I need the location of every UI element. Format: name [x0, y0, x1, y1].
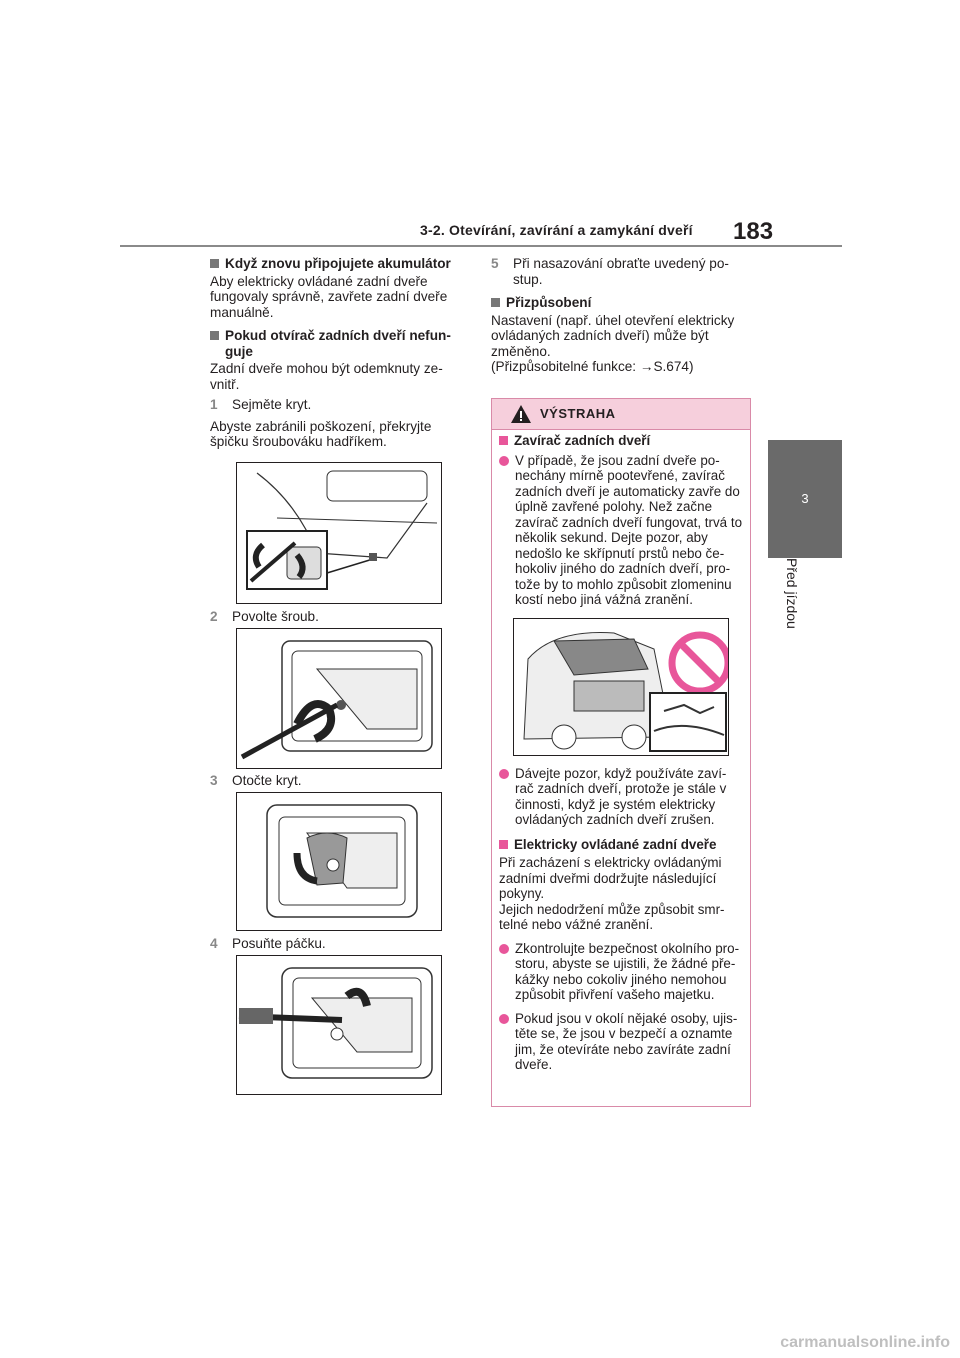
warning-bullet-4: Pokud jsou v okolí nějaké osoby, ujis- těte se, že jsou v bezpečí a oznamte jim, že otevíráte nebo zavíráte zadní dveře.	[499, 1011, 745, 1073]
warning-heading-closer: Zavírač zadních dveří	[499, 433, 745, 449]
warning-body	[499, 433, 745, 1073]
step-2-wrap	[210, 609, 465, 625]
step-4-wrap	[210, 936, 465, 952]
para-battery: Aby elektricky ovládané zadní dveře fungovaly správně, zavřete zadní dveře manuálně.	[210, 273, 448, 320]
warning-header	[492, 399, 750, 430]
round-bullet-icon	[499, 769, 509, 779]
chapter-label: Před jízdou	[784, 558, 800, 629]
heading-customization: Přizpůsobení	[491, 295, 749, 311]
warning-bullet-2: Dávejte pozor, když používáte zaví- rač zadních dveří, protože je stále v činnosti, když je systém elektricky ovládaných zadních dveří zrušen.	[499, 766, 745, 828]
figure-loosen-screw	[236, 628, 442, 769]
warning-title: VÝSTRAHA	[540, 406, 616, 421]
section-title: 3-2. Otevírání, zavírání a zamykání dveří	[420, 222, 693, 238]
square-bullet-icon	[499, 436, 508, 445]
step-2: 2 Povolte šroub.	[210, 609, 319, 624]
heading-battery: Když znovu připojujete akumulátor	[210, 256, 465, 272]
square-bullet-icon	[499, 840, 508, 849]
round-bullet-icon	[499, 1014, 509, 1024]
warning-triangle-icon	[510, 404, 532, 424]
para-cloth: Abyste zabránili poškození, překryjte špičku šroubováku hadříkem.	[210, 418, 432, 449]
warning-para-2: Jejich nedodržení může způsobit smr- telné nebo vážné zranění.	[499, 901, 725, 932]
round-bullet-icon	[499, 944, 509, 954]
para-customization: Nastavení (např. úhel otevření elektricky ovládaných zadních dveří) může být změněno.	[491, 312, 735, 359]
figure-pinch-warning	[513, 618, 729, 756]
square-bullet-icon	[210, 331, 219, 340]
step-5: 5 Při nasazování obraťte uvedený po- stup.	[491, 256, 729, 287]
step-3: 3 Otočte kryt.	[210, 773, 302, 788]
warning-bullet-3: Zkontrolujte bezpečnost okolního pro- storu, abyste se ujistili, že žádné pře- kážky nebo cokoliv jiného nemohou způsobit přivření vašeho majetku.	[499, 941, 745, 1003]
step-1: 1 Sejměte kryt.	[210, 397, 312, 412]
figure-remove-cover	[236, 462, 442, 604]
round-bullet-icon	[499, 456, 509, 466]
warning-box	[491, 398, 751, 1107]
para-customization-ref: (Přizpůsobitelné funkce: →S.674)	[491, 359, 694, 374]
step-3-wrap	[210, 773, 465, 789]
figure-turn-cover	[236, 792, 442, 931]
header-rule	[120, 245, 842, 247]
chapter-tab: 3	[768, 440, 842, 558]
square-bullet-icon	[491, 298, 500, 307]
figure-slide-lever	[236, 955, 442, 1095]
heading-opener: Pokud otvírač zadních dveří nefun- guje	[210, 328, 465, 359]
page-number: 183	[733, 218, 774, 245]
para-opener: Zadní dveře mohou být odemknuty ze- vnitř.	[210, 361, 443, 392]
warning-heading-power-door: Elektricky ovládané zadní dveře	[499, 837, 745, 853]
right-column-top	[491, 256, 749, 375]
step-4: 4 Posuňte páčku.	[210, 936, 326, 951]
square-bullet-icon	[210, 259, 219, 268]
warning-para-1: Při zacházení s elektricky ovládanými zadními dveřmi dodržujte následující pokyny.	[499, 855, 722, 901]
left-column-top	[210, 256, 465, 450]
watermark: carmanualsonline.info	[780, 1334, 950, 1351]
warning-bullet-1: V případě, že jsou zadní dveře po- nechány mírně pootevřené, zavírač zadních dveří je automaticky zavře do úplně zavřené polohy. Než začne zavírač zadních dveří fungovat, trvá to několik sekund. Dejte pozor, aby nedošlo ke skřípnutí prstů nebo če- hokoliv jiného do zadních dveří, pro- tože by to mohlo způsobit zlomeninu kostí nebo jiná vážná zranění.	[499, 453, 745, 608]
